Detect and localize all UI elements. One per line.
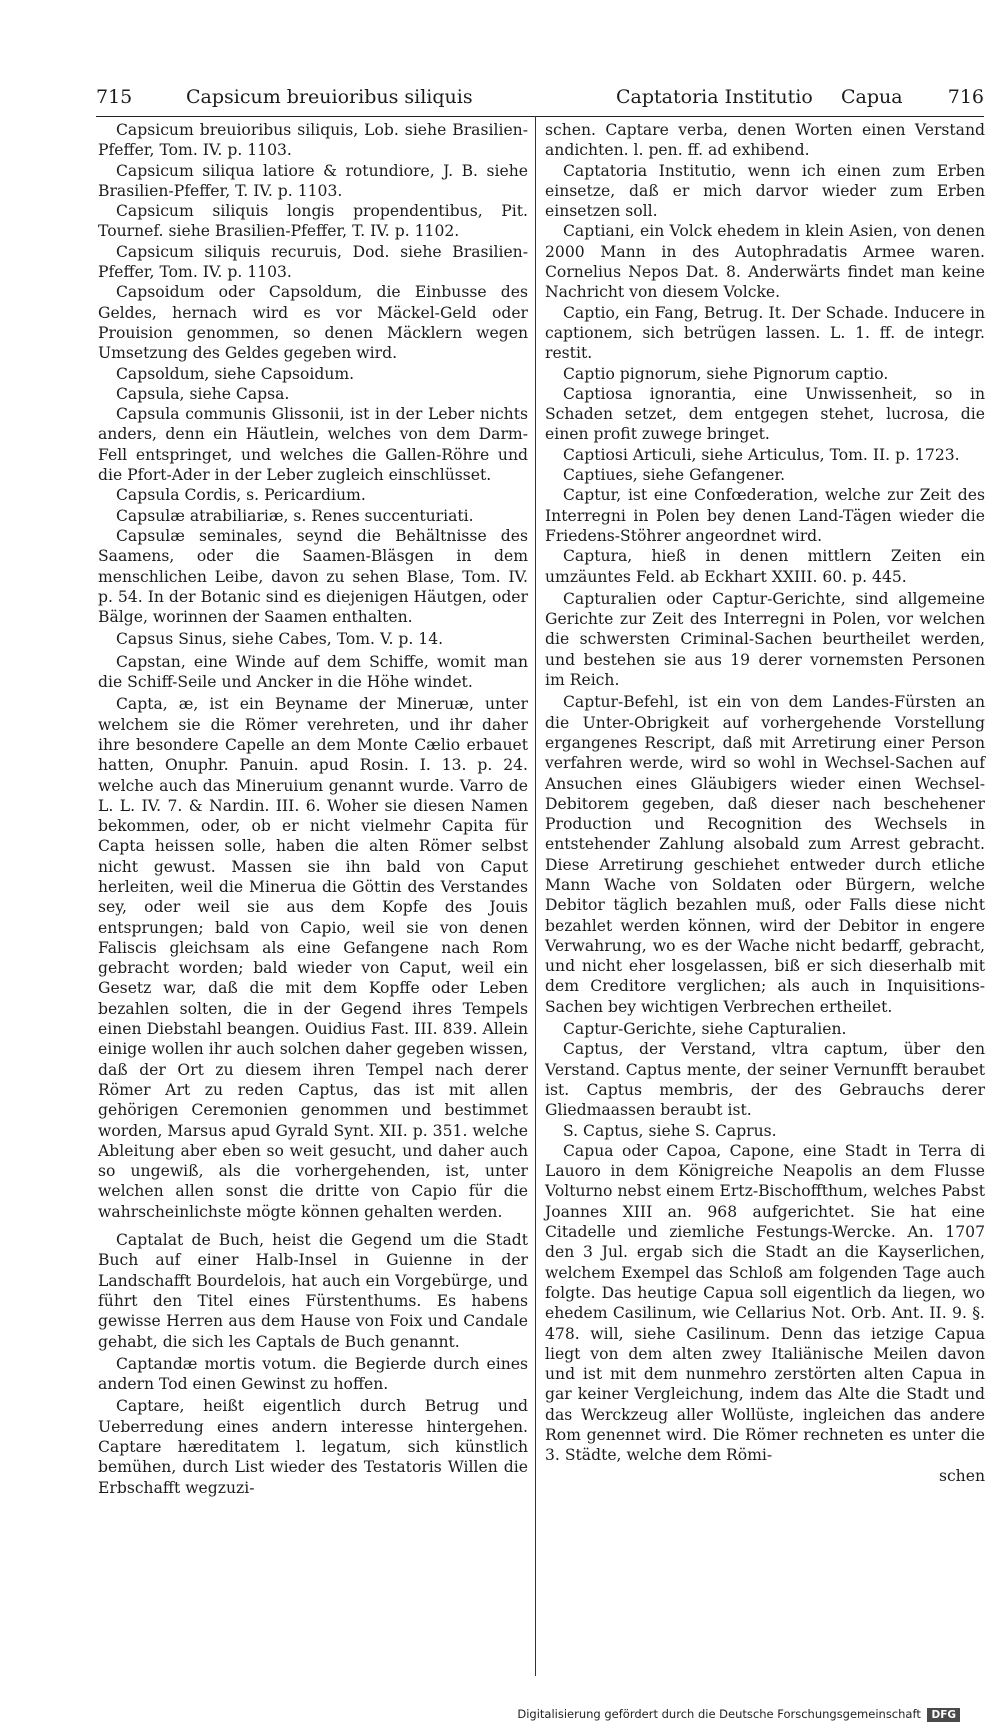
entry: Captalat de Buch, heist die Gegend um die Stadt Buch auf einer Halb-Insel in Guienne in der Landschafft Bourdelois, hat auch ein Vorgebürge, und führt den Titel eines Fürstenthums. Es habens gewisse Herren aus dem Hause von Foix und Candale gehabt, die sich les Captals de Buch genannt. xyxy=(98,1231,528,1351)
entry: Captur-Befehl, ist ein von dem Landes-Fürsten an die Unter-Obrigkeit auf vorhergehende Vorstellung ergangenes Rescript, daß mit Arretirung einer Person verfahren werde, wird so wohl in Wechsel-Sachen auf Ansuchen eines Gläubigers wieder einen Wechsel-Debitorem gegeben, daß dieser nach beschehener Production und Recognition des Wechsels in entstehender Zahlung alsobald zum Arrest gebracht. Diese Arretirung geschiehet entweder durch etliche Mann Wache von Soldaten oder Bürgern, welche Debitor täglich bezahlen muß, oder Falls diese nicht bezahlet werden können, wird der Debitor in engere Verwahrung, wo es der Wache nicht bedarff, gebracht, und nicht eher losgelassen, biß er sich dieserhalb mit dem Creditore verglichen; als auch in Inquisitions-Sachen bey wichtigen Verbrechen ertheilet. xyxy=(545,693,985,1016)
entry: Capsula, siehe Capsa. xyxy=(116,384,290,403)
entry: Capstan, eine Winde auf dem Schiffe, womit man die Schiff-Seile und Ancker in die Höhe windet. xyxy=(98,652,528,692)
entry: Captatoria Institutio, wenn ich einen zum Erben einsetze, daß er mich darvor wieder zum Erben einsetzen soll. xyxy=(545,161,985,221)
entry: Captur, ist eine Confœderation, welche zur Zeit des Interregni in Polen bey denen Land-Tägen wieder die Friedens-Stöhrer angeordnet wird. xyxy=(545,486,985,545)
left-column xyxy=(98,120,528,1498)
running-header xyxy=(96,82,984,116)
catchword-right-2: Capua xyxy=(841,86,903,108)
entry: Captandæ mortis votum. die Begierde durch eines andern Tod einen Gewinst zu hoffen. xyxy=(98,1354,528,1394)
entry: schen. Captare verba, denen Worten einen Verstand andichten. l. pen. ff. ad exhibend. xyxy=(545,121,985,160)
entry: Capsulæ atrabiliariæ, s. Renes succenturiati. xyxy=(116,506,474,525)
entry: Captare, heißt eigentlich durch Betrug und Ueberredung eines andern interesse hintergehen. Captare hæreditatem l. legatum, sich künstlich bemühen, durch List wieder des Testatoris Willen die Erbschafft wegzuzi- xyxy=(98,1397,528,1497)
column-divider xyxy=(535,116,536,1676)
catchword-left: Capsicum breuioribus siliquis xyxy=(186,86,473,108)
entry: Capsula communis Glissonii, ist in der Leber nichts anders, denn ein Häutlein, welches von dem Darm-Fell entspringet, und welches die Gallen-Röhre und die Pfort-Ader in der Leber zugleich einschlüsset. xyxy=(98,405,528,485)
entry: Capsicum siliquis longis propendentibus, Pit. Tournef. siehe Brasilien-Pfeffer, T. IV. p. 1102. xyxy=(98,202,528,241)
entry: Capsicum siliqua latiore & rotundiore, J. B. siehe Brasilien-Pfeffer, T. IV. p. 1103. xyxy=(98,161,528,200)
entry: Capsula Cordis, s. Pericardium. xyxy=(116,486,366,505)
entry: Captiani, ein Volck ehedem in klein Asien, von denen 2000 Mann in des Autophradatis Armee waren. Cornelius Nepos Dat. 8. Anderwärts findet man keine Nachricht von diesem Volcke. xyxy=(545,222,985,302)
digitization-footer xyxy=(517,1707,960,1722)
entry: Capsoidum oder Capsoldum, die Einbusse des Geldes, hernach wird es vor Mäckel-Geld oder Prouision genommen, so denen Mäcklern wegen Umsetzung des Geldes gegeben wird. xyxy=(98,283,528,363)
entry: Captura, hieß in denen mittlern Zeiten ein umzäuntes Feld. ab Eckhart XXIII. 60. p. 445. xyxy=(545,547,985,586)
catchword-bottom: schen xyxy=(938,1466,985,1485)
dfg-logo: DFG xyxy=(927,1708,960,1722)
entry: Captur-Gerichte, siehe Capturalien. xyxy=(563,1020,847,1039)
entry: Capsicum siliquis recuruis, Dod. siehe Brasilien-Pfeffer, Tom. IV. p. 1103. xyxy=(98,242,528,282)
header-rule xyxy=(96,116,984,117)
catchword-right: Captatoria Institutio xyxy=(616,86,813,108)
entry: Captiues, siehe Gefangener. xyxy=(563,466,786,485)
entry: Capsicum breuioribus siliquis, Lob. siehe Brasilien-Pfeffer, Tom. IV. p. 1103. xyxy=(98,121,528,160)
entry: Capua oder Capoa, Capone, eine Stadt in Terra di Lauoro in dem Königreiche Neapolis an dem Flusse Volturno nebst einem Ertz-Bischoffthum, welches Pabst Joannes XIII an. 968 aufgerichtet. Sie hat eine Citadelle und ziemliche Festungs-Wercke. An. 1707 den 3 Jul. ergab sich die Stadt an die Kayserlichen, welchem Exempel das Schloß am folgenden Tage auch folgte. Das heutige Capua soll eigentlich da liegen, wo ehedem Casilinum, wie Cellarius Not. Orb. Ant. II. 9. §. 478. will, siehe Casilinum. Denn das ietzige Capua liegt von dem alten zwey Italiänische Meilen davon und ist mit dem nunmehro zerstörten alten Capua in gar keiner Vergleichung, indem das Alte die Stadt und das Werckzeug aller Wollüste, ingleichen das andere Rom genennet wird. Die Römer rechneten es unter die 3. Städte, welche dem Römi- xyxy=(545,1141,985,1465)
entry: S. Captus, siehe S. Caprus. xyxy=(563,1121,777,1140)
entry: Captus, der Verstand, vltra captum, über den Verstand. Captus mente, der seiner Vernunfft beraubet ist. Captus membris, der des Gebrauchs derer Gliedmaassen beraubt ist. xyxy=(545,1040,985,1120)
footer-text: Digitalisierung gefördert durch die Deutsche Forschungsgemeinschaft xyxy=(517,1707,921,1721)
entry: Capturalien oder Captur-Gerichte, sind allgemeine Gerichte zur Zeit des Interregni in Polen, vor welchen die schwersten Criminal-Sachen beurtheilet werden, und bestehen sie aus 19 derer vornemsten Personen im Reich. xyxy=(545,589,985,690)
entry: Capta, æ, ist ein Beyname der Mineruæ, unter welchem sie die Römer verehreten, und ihr daher ihre besondere Capelle an dem Monte Cælio erbauet hatten, Onuphr. Panuin. apud Rosin. I. 13. p. 24. welche auch das Mineruium genannt wurde. Varro de L. L. IV. 7. & Nardin. III. 6. Woher sie diesen Namen bekommen, oder, ob er nicht vielmehr Capita für Capta heissen solle, haben die alten Römer selbst nicht gewust. Massen sie ihn bald von Caput herleiten, weil die Minerua die Göttin des Verstandes sey, oder weil sie aus dem Kopfe des Jouis entsprungen; bald von Capio, weil sie von denen Faliscis gleichsam als eine Gefangene nach Rom gebracht worden; bald wieder von Caput, weil ein Gesetz war, daß die mit dem Kopffe oder Leben bezahlen solten, die in der Gegend ihres Tempels einen Diebstahl beangen. Ouidius Fast. III. 839. Allein einige wollen ihr auch solchen daher gegeben wissen, daß der Ort zu diesem ihren Tempel nach derer Römer Art zu reden Captus, das ist mit allen gehörigen Ceremonien genommen und bestimmet worden, Marsus apud Gyrald Synt. XII. p. 351. welche Ableitung aber eben so weit gesucht, und daher auch so ungewiß, als die vorhergehenden, ist, unter welchen allen sonst die dritte von Capio für die wahrscheinlichste mögte können gehalten werden. xyxy=(98,695,528,1221)
entry: Captiosa ignorantia, eine Unwissenheit, so in Schaden setzet, dem entgegen stehet, lucrosa, die einen profit zuwege bringet. xyxy=(545,384,985,444)
page-number-right: 716 xyxy=(947,86,984,108)
right-column xyxy=(545,120,985,1486)
page-number-left: 715 xyxy=(96,86,133,108)
entry: Capsus Sinus, siehe Cabes, Tom. V. p. 14. xyxy=(116,630,444,649)
entry: Captiosi Articuli, siehe Articulus, Tom. II. p. 1723. xyxy=(563,445,960,464)
entry: Capsulæ seminales, seynd die Behältnisse des Saamens, oder die Saamen-Bläsgen in dem menschlichen Leibe, davon zu sehen Blase, Tom. IV. p. 54. In der Botanic sind es diejenigen Häutgen, oder Bälge, worinnen der Saamen enthalten. xyxy=(98,526,528,627)
entry: Capsoldum, siehe Capsoidum. xyxy=(116,364,355,383)
entry: Captio, ein Fang, Betrug. It. Der Schade. Inducere in captionem, sich betrügen lassen. L. 1. ff. de integr. restit. xyxy=(545,303,985,363)
entry: Captio pignorum, siehe Pignorum captio. xyxy=(563,364,889,383)
